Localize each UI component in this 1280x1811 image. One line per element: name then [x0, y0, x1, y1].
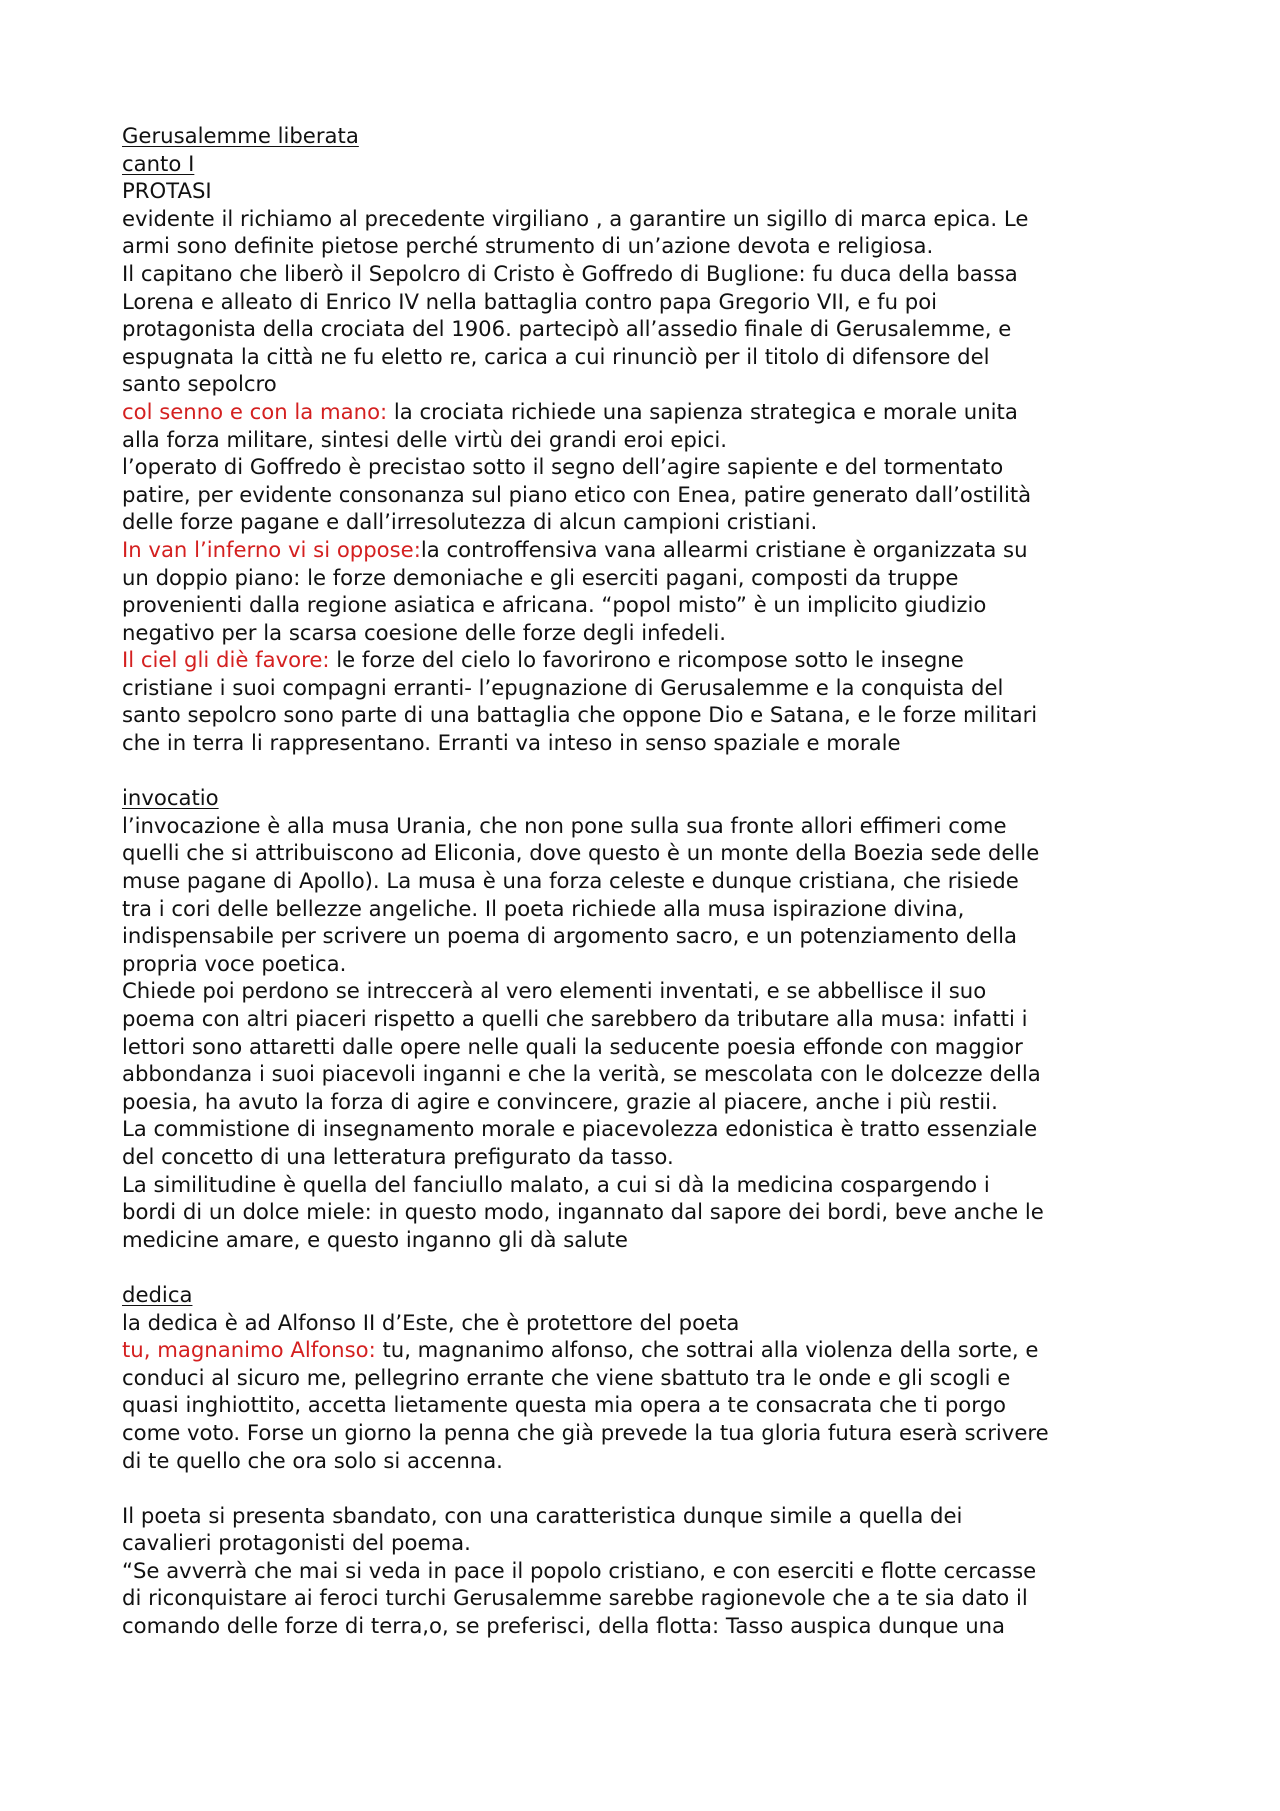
- text-line: santo sepolcro sono parte di una battaglia che oppone Dio e Satana, e le forze militari: [122, 702, 1038, 728]
- text-line: Il capitano che liberò il Sepolcro di Cristo è Goffredo di Buglione: fu duca della bassa: [122, 260, 1018, 286]
- text-line: [122, 398, 1172, 426]
- text-line: evidente il richiamo al precedente virgiliano , a garantire un sigillo di marca epica. Le: [122, 205, 1029, 231]
- highlighted-term: tu, magnanimo Alfonso:: [122, 1337, 376, 1363]
- text-line: abbondanza i suoi piacevoli inganni e che la verità, se mescolata con le dolcezze della: [122, 1061, 1041, 1087]
- text-line: muse pagane di Apollo). La musa è una forza celeste e dunque cristiana, che risiede: [122, 868, 1019, 894]
- text-line: patire, per evidente consonanza sul piano etico con Enea, patire generato dall’ostilità: [122, 481, 1032, 507]
- dedica-heading: dedica: [122, 1281, 193, 1307]
- text-line: lettori sono attaretti dalle opere nelle quali la seducente poesia effonde con maggior: [122, 1033, 1023, 1059]
- text-line: provenienti dalla regione asiatica e africana. “popol misto” è un implicito giudizio: [122, 592, 987, 618]
- text-line: [122, 1336, 1172, 1364]
- text-line: poesia, ha avuto la forza di agire e convincere, grazie al piacere, anche i più restii.: [122, 1088, 998, 1114]
- text-line: “Se avverrà che mai si veda in pace il popolo cristiano, e con eserciti e flotte cercasse: [122, 1557, 1037, 1583]
- text-line: quelli che si attribuiscono ad Eliconia, dove questo è un monte della Boezia sede delle: [122, 840, 1040, 866]
- text-line: un doppio piano: le forze demoniache e gli eserciti pagani, composti da truppe: [122, 564, 959, 590]
- text-line: La similitudine è quella del fanciullo malato, a cui si dà la medicina cospargendo i: [122, 1171, 990, 1197]
- protasi-heading: PROTASI: [122, 178, 212, 204]
- text-line: conduci al sicuro me, pellegrino errante che viene sbattuto tra le onde e gli scogli e: [122, 1364, 1011, 1390]
- text-line: [122, 536, 1172, 564]
- text-line: propria voce poetica.: [122, 950, 347, 976]
- text-line: che in terra li rappresentano. Erranti va inteso in senso spaziale e morale: [122, 730, 901, 756]
- text-fragment: tu, magnanimo alfonso, che sottrai alla violenza della sorte, e: [375, 1337, 1039, 1363]
- text-line: quasi inghiottito, accetta lietamente questa mia opera a te consacrata che ti porgo: [122, 1392, 1006, 1418]
- text-line: cristiane i suoi compagni erranti- l’epugnazione di Gerusalemme e la conquista del: [122, 674, 1004, 700]
- text-line: espugnata la città ne fu eletto re, carica a cui rinunciò per il titolo di difensore del: [122, 343, 990, 369]
- text-line: come voto. Forse un giorno la penna che già prevede la tua gloria futura eserà scrivere: [122, 1419, 1049, 1445]
- text-line: l’operato di Goffredo è precistao sotto il segno dell’agire sapiente e del tormentato: [122, 454, 1004, 480]
- text-line: [122, 646, 1172, 674]
- text-line: delle forze pagane e dall’irresolutezza di alcun campioni cristiani.: [122, 509, 818, 535]
- paragraph-gap: [122, 1253, 1172, 1281]
- text-line: la dedica è ad Alfonso II d’Este, che è protettore del poeta: [122, 1309, 740, 1335]
- paragraph-gap: [122, 1474, 1172, 1502]
- document-body: [122, 122, 1172, 1640]
- highlighted-term: col senno e con la mano:: [122, 398, 388, 424]
- text-line: negativo per la scarsa coesione delle forze degli infedeli.: [122, 619, 727, 645]
- highlighted-term: Il ciel gli diè favore:: [122, 647, 330, 673]
- text-line: bordi di un dolce miele: in questo modo, ingannato dal sapore dei bordi, beve anche le: [122, 1199, 1044, 1225]
- text-line: Lorena e alleato di Enrico IV nella battaglia contro papa Gregorio VII, e fu poi: [122, 288, 938, 314]
- text-fragment: la crociata richiede una sapienza strategica e morale unita: [387, 398, 1018, 424]
- text-line: Chiede poi perdono se intreccerà al vero elementi inventati, e se abbellisce il suo: [122, 978, 987, 1004]
- text-line: tra i cori delle bellezze angeliche. Il poeta richiede alla musa ispirazione divina,: [122, 895, 965, 921]
- invocatio-heading: invocatio: [122, 785, 219, 811]
- text-line: armi sono definite pietose perché strumento di un’azione devota e religiosa.: [122, 233, 934, 259]
- text-line: alla forza militare, sintesi delle virtù dei grandi eroi epici.: [122, 426, 728, 452]
- text-fragment: la controffensiva vana allearmi cristiane è organizzata su: [420, 536, 1028, 562]
- text-line: l’invocazione è alla musa Urania, che non pone sulla sua fronte allori effimeri come: [122, 812, 1007, 838]
- text-line: santo sepolcro: [122, 371, 277, 397]
- text-line: cavalieri protagonisti del poema.: [122, 1530, 471, 1556]
- text-line: comando delle forze di terra,o, se preferisci, della flotta: Tasso auspica dunque una: [122, 1613, 1006, 1639]
- text-line: indispensabile per scrivere un poema di argomento sacro, e un potenziamento della: [122, 923, 1017, 949]
- text-line: poema con altri piaceri rispetto a quelli che sarebbero da tributare alla musa: infatti i: [122, 1006, 1028, 1031]
- text-line: del concetto di una letteratura prefigurato da tasso.: [122, 1143, 674, 1169]
- document-title: Gerusalemme liberata: [122, 123, 359, 148]
- text-line: protagonista della crociata del 1906. partecipò all’assedio finale di Gerusalemme, e: [122, 316, 1012, 342]
- canto-heading: canto I: [122, 150, 195, 176]
- text-line: medicine amare, e questo inganno gli dà salute: [122, 1226, 628, 1252]
- text-line: di riconquistare ai feroci turchi Gerusalemme sarebbe ragionevole che a te sia dato il: [122, 1585, 1028, 1611]
- highlighted-term: In van l’inferno vi si oppose:: [122, 536, 421, 562]
- text-line: di te quello che ora solo si accenna.: [122, 1447, 503, 1473]
- text-line: La commistione di insegnamento morale e piacevolezza edonistica è tratto essenziale: [122, 1116, 1038, 1142]
- paragraph-gap: [122, 757, 1172, 785]
- text-line: Il poeta si presenta sbandato, con una caratteristica dunque simile a quella dei: [122, 1502, 963, 1528]
- text-fragment: le forze del cielo lo favorirono e ricompose sotto le insegne: [329, 647, 964, 673]
